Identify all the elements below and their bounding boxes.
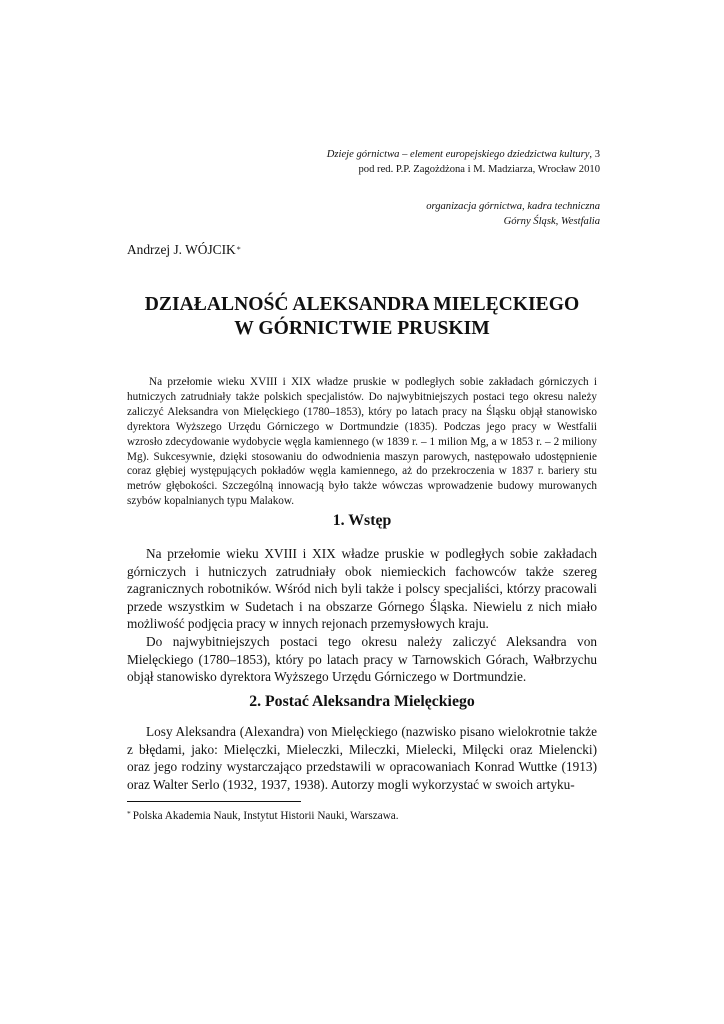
keywords-line-1: organizacja górnictwa, kadra techniczna (426, 201, 600, 212)
author-name: Andrzej J. WÓJCIK (127, 242, 236, 257)
title-line-2: W GÓRNICTWIE PRUSKIM (234, 318, 490, 339)
series-title-line (140, 147, 600, 162)
section-2-body (127, 723, 597, 793)
author-line (127, 242, 241, 260)
footnote-text: Polska Akademia Nauk, Instytut Historii Nauki, Warszawa. (132, 810, 399, 822)
section-1-paragraph-1: Na przełomie wieku XVIII i XIX władze pruskie w podległych sobie zakładach górniczych i hutniczych zatrudniały obok niemieckich fachowców także szereg zagranicznych robotników. Wśród nich byli także i polscy specjaliści, którzy pracowali przede wszystkim w Sudetach i na obszarze Górnego Śląska. Niewielu z nich miało możliwość podjęcia pracy w innych rejonach przemysłowych kraju. (127, 546, 597, 632)
editors-line: pod red. P.P. Zagożdżona i M. Madziarza, Wrocław 2010 (358, 164, 600, 175)
title-line-1: DZIAŁALNOŚĆ ALEKSANDRA MIELĘCKIEGO (144, 294, 580, 315)
section-heading-1: 1. Wstęp (332, 512, 392, 529)
section-1-body (127, 545, 597, 686)
keywords-block (200, 199, 600, 229)
series-volume: , 3 (589, 149, 600, 160)
paper-title (127, 293, 597, 341)
author-footnote-marker: * (236, 245, 241, 254)
abstract-paragraph: Na przełomie wieku XVIII i XIX władze pruskie w podległych sobie zakładach górniczych i hutniczych zatrudniały także polskich specjalistów. Do najwybitniejszych postaci tego okresu należy zaliczyć Aleksandra von Mielęckiego (1780–1853), który po latach pracy na Śląsku objął stanowisko dyrektora Wyższego Urzędu Górniczego w Dortmundzie (1835). Podczas jego pracy w Westfalii wzrosło zdecydowanie wydobycie węgla kamiennego (w 1839 r. – 1 milion Mg, a w 1853 r. – 2 miliony Mg). Sukcesywnie, dzięki stosowaniu do odwodnienia maszyn parowych, następowało udostępnienie coraz głębiej występujących pokładów węgla kamiennego, aż do przekroczenia w 1837 r. bariery stu metrów głębokości. Szczególną innowacją było także wówczas wprowadzenie budowy murowanych szybów kopalnianych typu Malakow. (127, 376, 597, 508)
section-1-paragraph-2: Do najwybitniejszych postaci tego okresu należy zaliczyć Aleksandra von Mielęckiego (1780–1853), który po latach pracy w Tarnowskich Górach, Wałbrzychu objął stanowisko dyrektora Wyższego Urzędu Górniczego w Dortmundzie. (127, 633, 597, 685)
series-header (140, 147, 600, 177)
section-heading-2: 2. Postać Aleksandra Mielęckiego (249, 693, 475, 710)
footnote-marker: * (127, 809, 131, 818)
footnote (127, 809, 597, 823)
series-title: Dzieje górnictwa – element europejskiego dziedzictwa kultury (326, 149, 590, 160)
keywords-line-2: Górny Śląsk, Westfalia (503, 216, 600, 227)
section-2-paragraph-1: Losy Aleksandra (Alexandra) von Mielęckiego (nazwisko pisano wielokrotnie także z błędami, jako: Mielęczki, Mieleczki, Mileczki, Mielecki, Milęcki oraz Mielencki) oraz jego rodziny wystarczająco przedstawili w opracowaniach Konrad Wuttke (1913) oraz Walter Serlo (1932, 1937, 1938). Autorzy mogli wykorzystać w swoich artyku- (127, 724, 597, 792)
footnote-rule (127, 801, 301, 802)
abstract (127, 375, 597, 509)
